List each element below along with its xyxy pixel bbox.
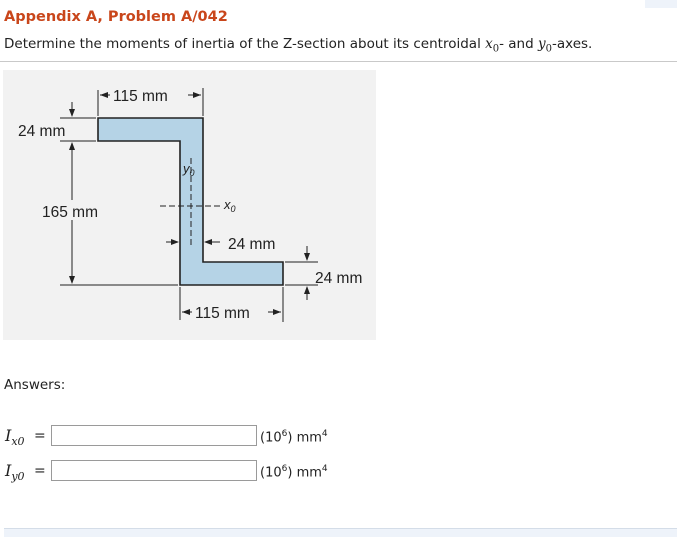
ix0-answer-input[interactable] — [51, 425, 257, 446]
dim-height: 165 mm — [42, 204, 98, 221]
iy0-equals: = — [34, 463, 46, 479]
x0-var: $x_0$ — [485, 36, 500, 55]
problem-title: Appendix A, Problem A/042 — [4, 9, 228, 25]
ix0-equals: = — [34, 428, 46, 444]
ix0-symbol: $I_{x0}$ — [5, 426, 25, 449]
divider — [0, 61, 677, 62]
statement-prefix: Determine the moments of inertia of the Z-section about its centroidal — [4, 36, 486, 52]
iy0-unit: $(10^6)$ $mm^4$ — [260, 464, 328, 481]
dim-bottom-flange-thickness: 24 mm — [315, 270, 363, 287]
answers-label: Answers: — [4, 377, 66, 393]
dim-web-thickness: 24 mm — [228, 236, 276, 253]
axis-x0-label: $x_0$ — [224, 197, 236, 214]
dim-bottom-width: 115 mm — [195, 305, 250, 322]
statement-suffix: -axes. — [551, 36, 593, 52]
iy0-answer-input[interactable] — [51, 460, 257, 481]
ix0-unit: $(10^6)$ $mm^4$ — [260, 429, 328, 446]
statement-mid: - and — [499, 36, 538, 52]
iy0-symbol: $I_{y0}$ — [5, 461, 25, 484]
dim-top-flange-thickness: 24 mm — [18, 123, 66, 140]
z-section-figure — [0, 70, 380, 340]
dim-top-width: 115 mm — [113, 88, 168, 105]
problem-statement — [4, 36, 592, 55]
corner-tab — [645, 0, 677, 8]
y0-var: $y_0$ — [537, 36, 552, 55]
axis-y0-label: $y_0$ — [183, 161, 195, 178]
